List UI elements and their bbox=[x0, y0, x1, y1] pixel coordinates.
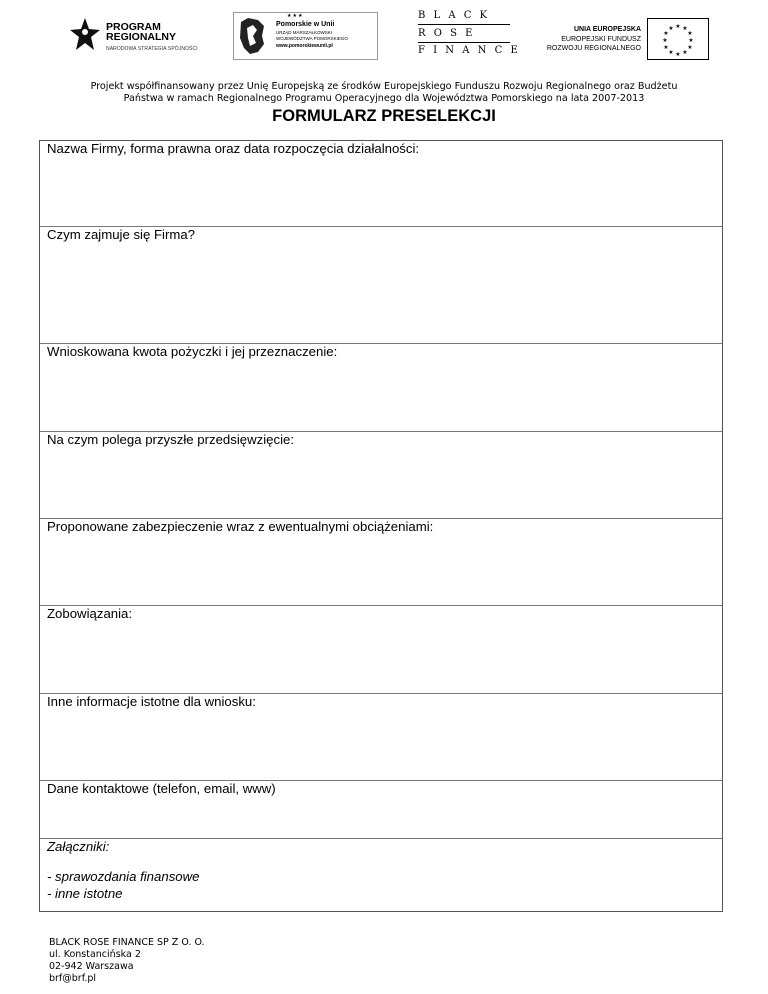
preselection-form bbox=[39, 140, 723, 912]
brf-divider bbox=[418, 42, 510, 43]
ue-line3: ROZWOJU REGIONALNEGO bbox=[546, 45, 641, 52]
company-name: BLACK ROSE FINANCE SP Z O. O. bbox=[49, 937, 205, 948]
form-row-other-info[interactable] bbox=[40, 694, 722, 781]
svg-text:★: ★ bbox=[675, 51, 681, 58]
svg-text:★: ★ bbox=[687, 44, 693, 51]
svg-text:★: ★ bbox=[675, 23, 681, 30]
form-row-label: Dane kontaktowe (telefon, email, www) bbox=[47, 781, 276, 796]
program-tagline: NARODOWA STRATEGIA SPÓJNOŚCI bbox=[106, 46, 198, 52]
list-item: - sprawozdania finansowe bbox=[47, 869, 200, 884]
form-row-business-activity[interactable] bbox=[40, 227, 722, 344]
form-row-company-name[interactable] bbox=[40, 141, 722, 227]
form-row-label: Nazwa Firmy, forma prawna oraz data rozpoczęcia działalności: bbox=[47, 141, 420, 156]
company-street: ul. Konstancińska 2 bbox=[49, 949, 141, 960]
form-row-liabilities[interactable] bbox=[40, 606, 722, 694]
star-figure-icon bbox=[70, 18, 100, 52]
form-row-label: Proponowane zabezpieczenie wraz z ewentualnymi obciążeniami: bbox=[47, 519, 434, 534]
brf-word-2: ROSE bbox=[418, 28, 481, 39]
form-row-loan-amount[interactable] bbox=[40, 344, 722, 432]
eu-flag-icon bbox=[647, 18, 709, 60]
pomorskie-name: Pomorskie w Unii bbox=[276, 21, 335, 28]
program-line1: PROGRAM bbox=[106, 21, 161, 33]
company-address bbox=[49, 937, 205, 985]
pomorskie-w-unii-logo bbox=[233, 12, 378, 60]
form-row-label: Czym zajmuje się Firma? bbox=[47, 227, 196, 242]
page-title: FORMULARZ PRESELEKCJI bbox=[272, 107, 496, 125]
svg-text:★: ★ bbox=[668, 25, 674, 32]
ue-line1: UNIA EUROPEJSKA bbox=[573, 26, 641, 33]
form-row-future-venture[interactable] bbox=[40, 432, 722, 519]
form-row-label: Wnioskowana kwota pożyczki i jej przeznaczenie: bbox=[47, 344, 338, 359]
program-regionalny-logo bbox=[70, 14, 210, 56]
svg-text:★: ★ bbox=[688, 37, 694, 44]
program-line2: REGIONALNY bbox=[106, 31, 177, 43]
svg-text:★: ★ bbox=[663, 44, 669, 51]
form-row-label: Inne informacje istotne dla wniosku: bbox=[47, 694, 256, 709]
attachments-label: Załączniki: bbox=[47, 839, 110, 854]
form-row-collateral[interactable] bbox=[40, 519, 722, 606]
list-item: - inne istotne bbox=[47, 886, 123, 901]
brf-word-1: BLACK bbox=[418, 10, 496, 21]
form-row-label: Zobowiązania: bbox=[47, 606, 133, 621]
form-row-label: Na czym polega przyszłe przedsięwzięcie: bbox=[47, 432, 294, 447]
griffin-crest-icon bbox=[238, 16, 266, 56]
ue-line2: EUROPEJSKI FUNDUSZ bbox=[561, 36, 641, 43]
pomorskie-url: www.pomorskiewunii.pl bbox=[276, 43, 333, 49]
svg-text:★: ★ bbox=[682, 25, 688, 32]
svg-text:★: ★ bbox=[687, 30, 693, 37]
brf-word-3: FINANCE bbox=[418, 45, 526, 56]
svg-text:★: ★ bbox=[682, 49, 688, 56]
form-row-attachments[interactable] bbox=[40, 839, 722, 913]
brf-divider bbox=[418, 24, 510, 25]
project-info-line2: Państwa w ramach Regionalnego Programu Operacyjnego dla Województwa Pomorskiego na lata 2007-2013 bbox=[123, 93, 645, 104]
attachments-list bbox=[47, 868, 199, 902]
company-city: 02-942 Warszawa bbox=[49, 961, 134, 972]
svg-text:★: ★ bbox=[663, 30, 669, 37]
project-info-line1: Projekt współfinansowany przez Unię Europejską ze środków Europejskiego Funduszu Rozwoju Regionalnego oraz Budżetu bbox=[90, 81, 678, 92]
unia-europejska-logo bbox=[538, 12, 713, 60]
svg-text:★: ★ bbox=[662, 37, 668, 44]
form-row-contact[interactable] bbox=[40, 781, 722, 839]
black-rose-finance-logo bbox=[418, 10, 526, 56]
svg-text:★: ★ bbox=[668, 49, 674, 56]
pomorskie-office: URZĄD MARSZAŁKOWSKI WOJEWÓDZTWA POMORSKIEGO bbox=[276, 30, 348, 41]
eu-stars-small-icon: ★★★ bbox=[287, 13, 304, 19]
company-email: brf@brf.pl bbox=[49, 973, 97, 984]
